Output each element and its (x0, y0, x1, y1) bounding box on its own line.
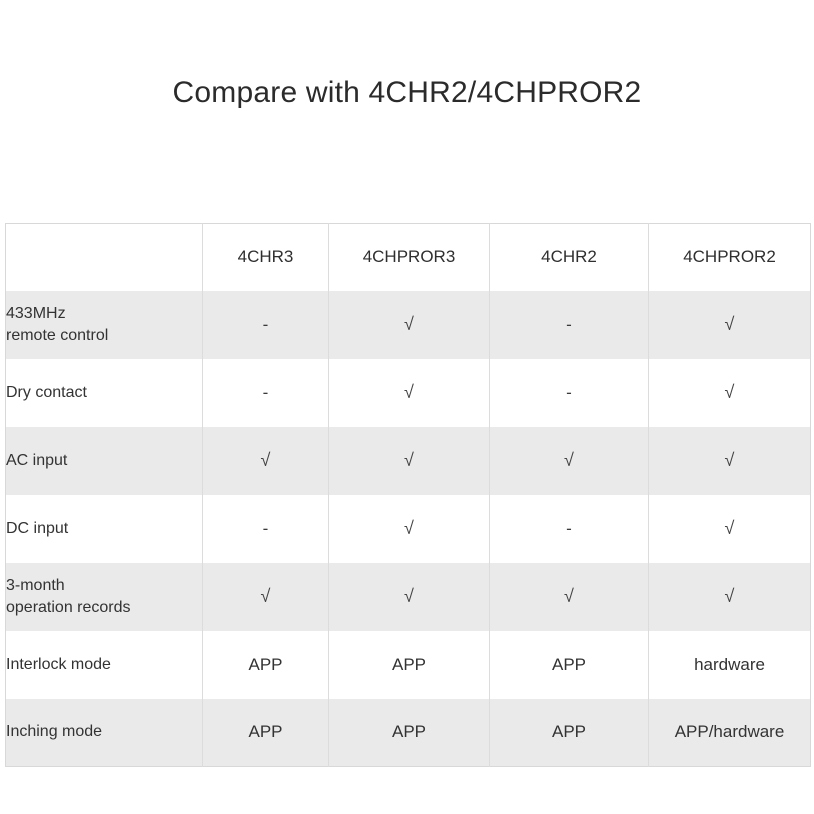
cell-check-icon: √ (329, 291, 490, 359)
table-row (6, 563, 811, 631)
row-label-cell (6, 427, 203, 495)
row-label-cell (6, 631, 203, 699)
cell-check-icon: √ (329, 427, 490, 495)
value-cell: - (490, 291, 649, 359)
cell-check-icon: √ (329, 495, 490, 563)
column-header-4chr2: 4CHR2 (490, 224, 649, 291)
row-label-line1: AC input (6, 451, 68, 469)
column-header-feature (6, 224, 203, 291)
comparison-table-container (5, 223, 810, 767)
table-row (6, 495, 811, 563)
cell-check-icon: √ (329, 563, 490, 631)
value-cell: APP (490, 631, 649, 699)
row-label-cell (6, 359, 203, 427)
row-label-cell (6, 291, 203, 359)
table-row (6, 631, 811, 699)
row-label-cell (6, 495, 203, 563)
column-header-4chr3: 4CHR3 (203, 224, 329, 291)
value-cell: APP (203, 699, 329, 767)
value-cell: - (490, 495, 649, 563)
table-body (6, 291, 811, 767)
page-title: Compare with 4CHR2/4CHPROR2 (172, 76, 642, 109)
cell-check-icon: √ (490, 427, 649, 495)
column-header-4chpror3: 4CHPROR3 (329, 224, 490, 291)
cell-check-icon: √ (203, 427, 329, 495)
value-cell: APP (203, 631, 329, 699)
cell-check-icon: √ (649, 291, 811, 359)
value-cell: APP (490, 699, 649, 767)
table-row (6, 291, 811, 359)
value-cell: APP (329, 631, 490, 699)
table-row (6, 427, 811, 495)
row-label-cell (6, 563, 203, 631)
row-label-line1: Dry contact (6, 383, 87, 401)
cell-check-icon: √ (490, 563, 649, 631)
cell-check-icon: √ (203, 563, 329, 631)
cell-check-icon: √ (649, 495, 811, 563)
comparison-table (5, 223, 811, 767)
row-label-line2: remote control (6, 326, 109, 344)
value-cell: - (490, 359, 649, 427)
row-label-line1: 3-month (6, 576, 65, 594)
row-label-line1: Interlock mode (6, 655, 111, 673)
cell-check-icon: √ (329, 359, 490, 427)
cell-check-icon: √ (649, 359, 811, 427)
table-row (6, 699, 811, 767)
cell-check-icon: √ (649, 563, 811, 631)
value-cell: hardware (649, 631, 811, 699)
value-cell: - (203, 291, 329, 359)
row-label-line2: operation records (6, 598, 131, 616)
table-row (6, 359, 811, 427)
column-header-4chpror2: 4CHPROR2 (649, 224, 811, 291)
value-cell: - (203, 495, 329, 563)
row-label-cell (6, 699, 203, 767)
row-label-line1: 433MHz (6, 304, 66, 322)
table-header-row (6, 224, 811, 291)
value-cell: APP (329, 699, 490, 767)
table-header (6, 224, 811, 291)
row-label-line1: DC input (6, 519, 69, 537)
value-cell: APP/hardware (649, 699, 811, 767)
value-cell: - (203, 359, 329, 427)
row-label-line1: Inching mode (6, 723, 103, 741)
cell-check-icon: √ (649, 427, 811, 495)
